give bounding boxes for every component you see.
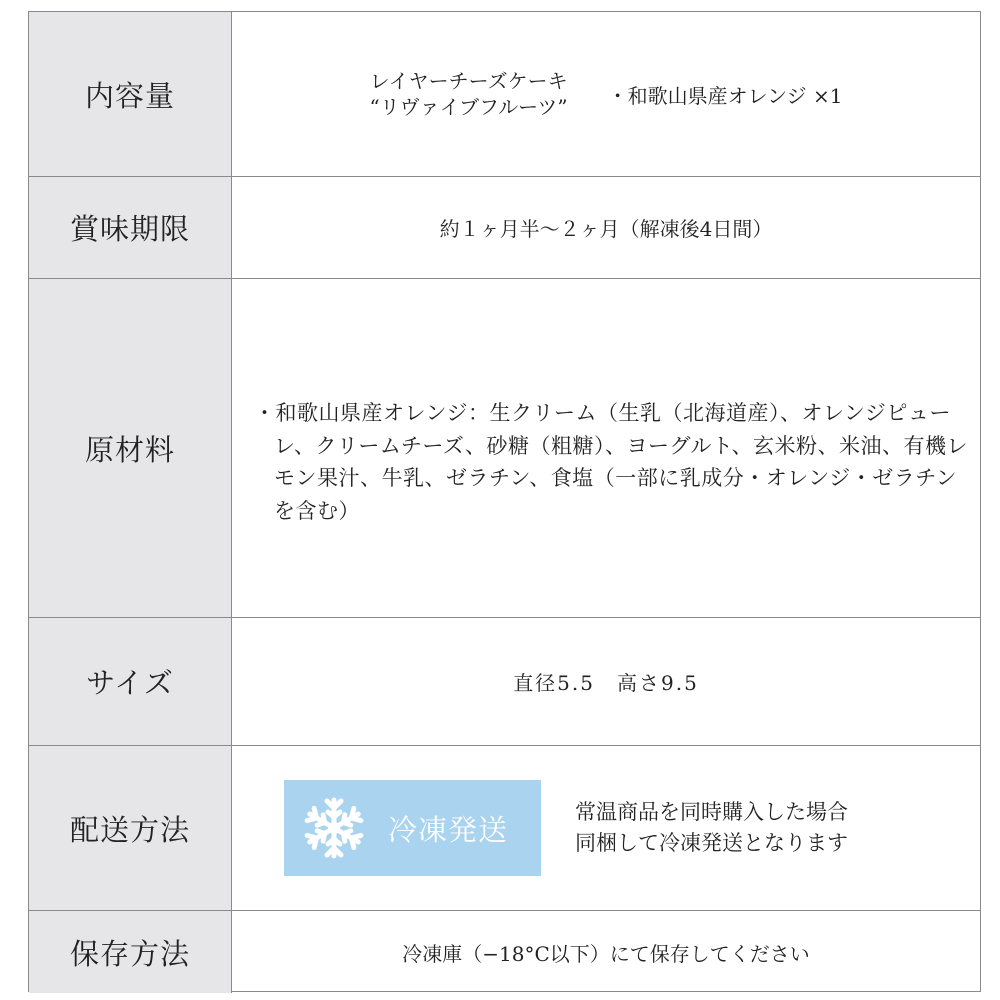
value-expiry (232, 177, 980, 278)
row-storage (29, 911, 980, 993)
value-ingredients (232, 279, 980, 617)
value-contents (232, 12, 980, 176)
shipping-note-line2: 同梱して冷凍発送となります (575, 831, 848, 855)
product-name-line2: “リヴァイブフルーツ” (369, 95, 568, 119)
product-name (370, 68, 568, 120)
storage-text: 冷凍庫（−18°C以下）にて保存してください (402, 941, 810, 966)
row-ingredients (29, 279, 980, 618)
label-shipping: 配送方法 (29, 746, 232, 910)
row-size (29, 618, 980, 746)
row-shipping (29, 746, 980, 911)
expiry-text: 約１ヶ月半～２ヶ月（解凍後4日間） (439, 217, 773, 241)
frozen-shipping-badge (284, 780, 541, 876)
value-storage (232, 911, 980, 993)
label-storage: 保存方法 (29, 911, 232, 993)
value-shipping (232, 746, 980, 910)
label-contents: 内容量 (29, 12, 232, 176)
size-text: 直径5.5 高さ9.5 (513, 671, 699, 695)
value-size (232, 618, 980, 745)
shipping-note (575, 797, 848, 860)
label-ingredients: 原材料 (29, 279, 232, 617)
shipping-note-line1: 常温商品を同時購入した場合 (575, 799, 848, 824)
row-expiry (29, 177, 980, 279)
frozen-shipping-label: 冷凍発送 (388, 812, 509, 847)
product-info-table (28, 11, 981, 992)
row-contents (29, 12, 980, 177)
label-expiry: 賞味期限 (29, 177, 232, 278)
snowflake-icon (302, 796, 366, 860)
product-name-line1: レイヤーチーズケーキ (369, 69, 568, 93)
ingredients-text: ・和歌山県産オレンジ：生クリーム（生乳（北海道産）、オレンジピューレ、クリームチーズ、砂糖（粗糖）、ヨーグルト、玄米粉、米油、有機レモン果汁、牛乳、ゼラチン、食塩（一部に乳成分・オレンジ・ゼラチンを含む） (254, 401, 968, 523)
contents-item: ・和歌山県産オレンジ ×1 (607, 83, 843, 108)
label-size: サイズ (29, 618, 232, 745)
